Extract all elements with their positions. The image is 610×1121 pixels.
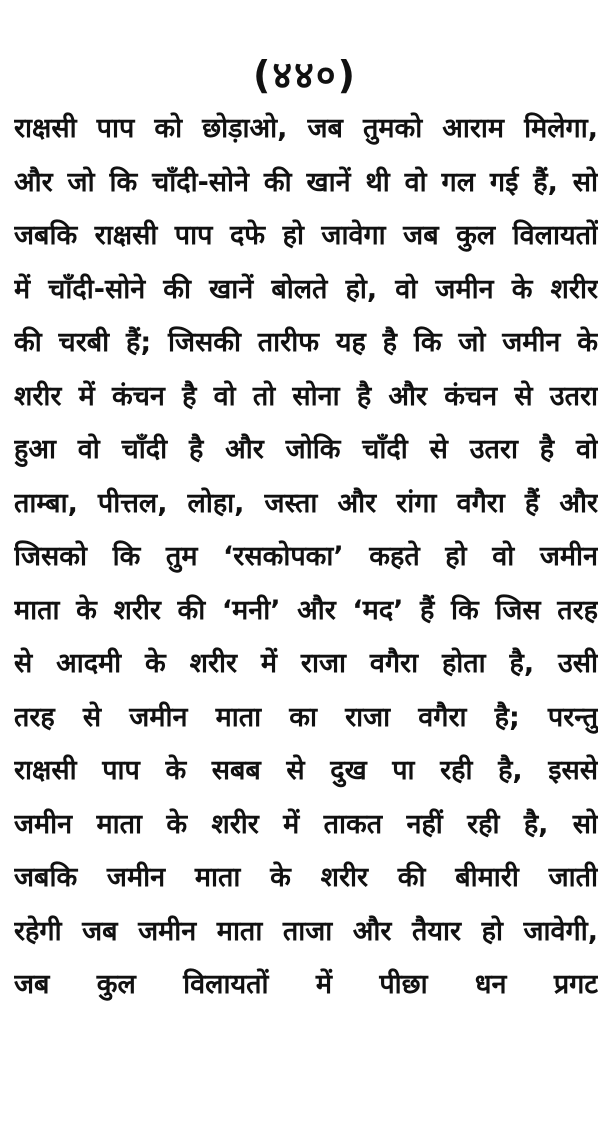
text-line: ताम्बा, पीत्तल, लोहा, जस्ता और रांगा वगैरा हैं और [14, 487, 598, 519]
text-line: जमीन माता के शरीर में ताकत नहीं रही है, सो [14, 808, 598, 840]
text-line: हुआ वो चाँदी है और जोकि चाँदी से उतरा है वो [14, 434, 598, 465]
text-line: राक्षसी पाप के सबब से दुख पा रही है, इससे [14, 755, 598, 786]
text-line: जिसको कि तुम ‘रसकोपका’ कहते हो वो जमीन [14, 541, 598, 572]
text-line: से आदमी के शरीर में राजा वगैरा होता है, उसी [14, 648, 598, 679]
text-line: माता के शरीर की ‘मनी’ और ‘मद’ हैं कि जिस तरह [14, 594, 598, 626]
text-line: रहेगी जब जमीन माता ताजा और तैयार हो जावेगी, [14, 915, 598, 947]
text-block [14, 102, 598, 1012]
text-line: तरह से जमीन माता का राजा वगैरा है; परन्तु [14, 701, 598, 733]
text-line: में चाँदी-सोने की खानें बोलते हो, वो जमीन के शरीर [14, 273, 598, 305]
page-number: (४४०) [252, 53, 357, 97]
text-line: की चरबी हैं; जिसकी तारीफ यह है कि जो जमीन के [14, 327, 598, 358]
text-line: शरीर में कंचन है वो तो सोना है और कंचन से उतरा [14, 380, 598, 412]
text-line: जबकि जमीन माता के शरीर की बीमारी जाती [14, 862, 598, 893]
text-line: राक्षसी पाप को छोड़ाओ, जब तुमको आराम मिलेगा, [14, 113, 598, 144]
text-line: और जो कि चाँदी-सोने की खानें थी वो गल गई हैं, सो [14, 166, 598, 198]
text-line: जब कुल विलायतों में पीछा धन प्रगट [14, 969, 598, 1000]
text-line: जबकि राक्षसी पाप दफे हो जावेगा जब कुल विलायतों [14, 220, 598, 251]
